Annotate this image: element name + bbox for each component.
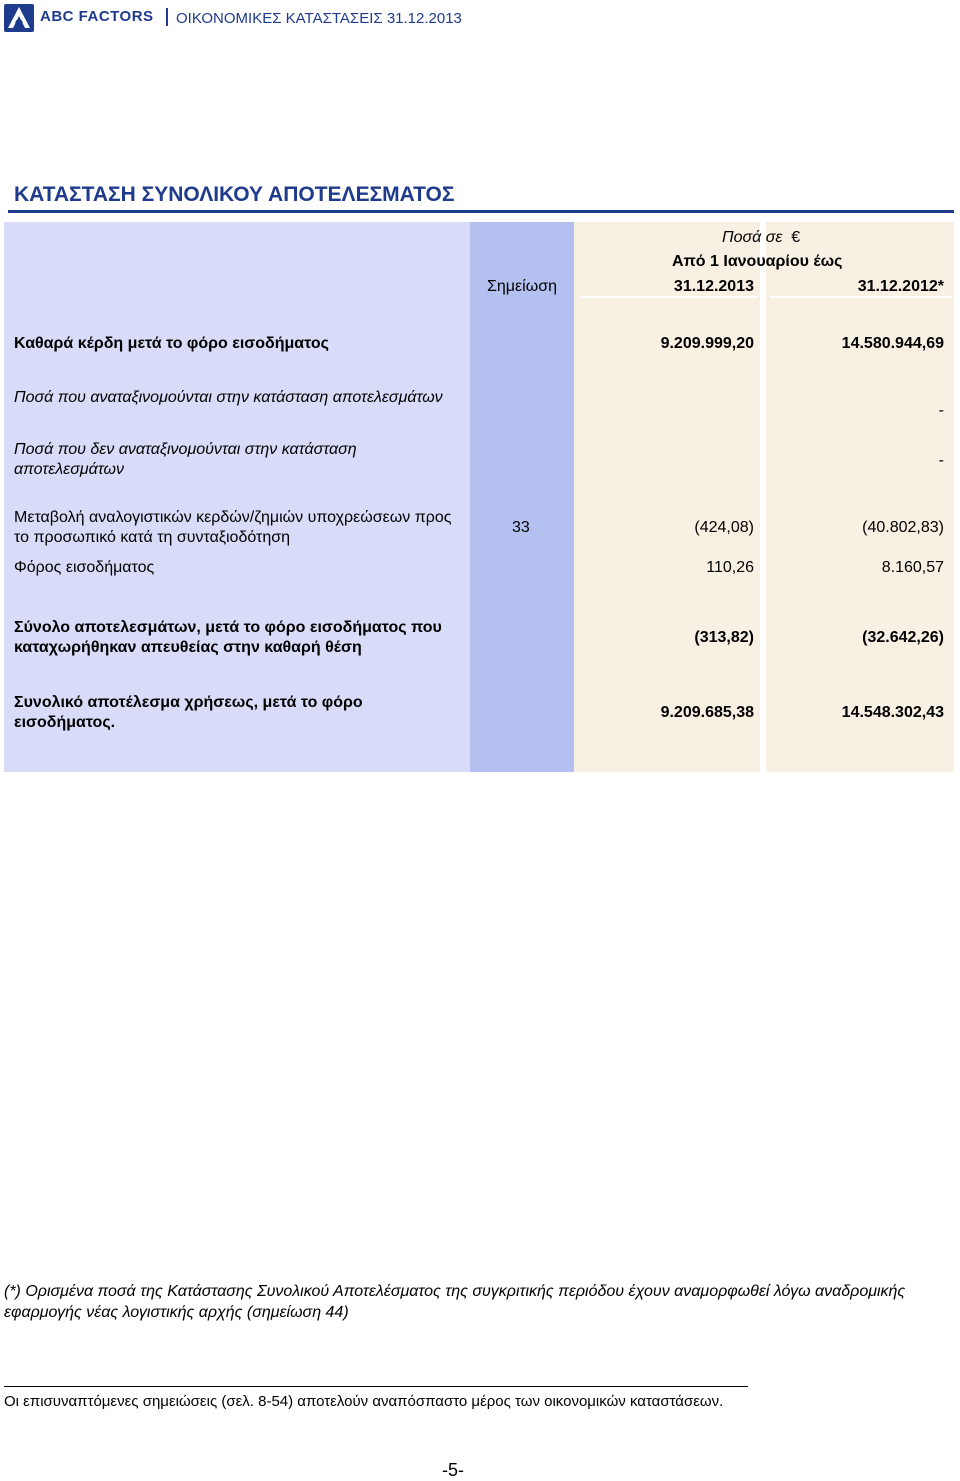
row-label-not-reclassified: Ποσά που δεν αναταξινομούνται στην κατάσταση αποτελεσμάτων	[14, 441, 357, 478]
header-separator	[166, 8, 168, 26]
euro-symbol: €	[791, 229, 801, 246]
row-label-equity-total: Σύνολο αποτελεσμάτων, μετά το φόρο εισοδήματος που καταχωρήθηκαν απευθείας στην καθαρή θέση	[14, 619, 442, 656]
notes-statement: Οι επισυναπτόμενες σημειώσεις (σελ. 8-54) αποτελούν αναπόσπαστο μέρος των οικονομικών καταστάσεων.	[4, 1393, 724, 1410]
value-income-tax-2013: 110,26	[706, 559, 754, 576]
section-rule	[8, 210, 954, 213]
row-label-net-profit: Καθαρά κέρδη μετά το φόρο εισοδήματος	[14, 335, 329, 352]
label-column-background	[4, 222, 470, 772]
amounts-caption: Ποσά σε €	[722, 229, 801, 246]
company-logo-text: ABC FACTORS	[40, 8, 154, 25]
column-header-2012: 31.12.2012*	[857, 278, 944, 295]
value-equity-total-2012: (32.642,26)	[862, 629, 944, 646]
note-ref-actuarial: 33	[512, 519, 530, 536]
value-net-profit-2012: 14.580.944,69	[841, 335, 944, 352]
section-title: ΚΑΤΑΣΤΑΣΗ ΣΥΝΟΛΙΚΟΥ ΑΠΟΤΕΛΕΣΜΑΤΟΣ	[14, 183, 455, 206]
value-comprehensive-total-2012: 14.548.302,43	[841, 704, 944, 721]
value-reclassified-2012: -	[938, 402, 944, 419]
value-actuarial-2013: (424,08)	[694, 519, 754, 536]
row-label-reclassified: Ποσά που αναταξινομούνται στην κατάσταση αποτελεσμάτων	[14, 389, 443, 406]
value-comprehensive-total-2013: 9.209.685,38	[660, 704, 754, 721]
column-2012-background	[766, 222, 954, 772]
value-net-profit-2013: 9.209.999,20	[660, 335, 754, 352]
document-title: ΟΙΚΟΝΟΜΙΚΕΣ ΚΑΤΑΣΤΑΣΕΙΣ 31.12.2013	[176, 10, 462, 27]
row-label-income-tax: Φόρος εισοδήματος	[14, 559, 155, 576]
value-equity-total-2013: (313,82)	[694, 629, 754, 646]
row-label-actuarial: Μεταβολή αναλογιστικών κερδών/ζημιών υποχρεώσεων προς το προσωπικό κατά τη συνταξιοδότηση	[14, 509, 452, 546]
column-header-2013: 31.12.2013	[673, 278, 754, 295]
company-logo-icon	[4, 4, 34, 32]
footer-rule	[4, 1386, 748, 1387]
value-actuarial-2012: (40.802,83)	[862, 519, 944, 536]
row-label-comprehensive-total: Συνολικό αποτέλεσμα χρήσεως, μετά το φόρο εισοδήματος.	[14, 694, 363, 731]
note-column-header: Σημείωση	[487, 278, 557, 295]
period-caption: Από 1 Ιανουαρίου έως	[672, 253, 843, 270]
restatement-footnote: (*) Ορισμένα ποσά της Κατάστασης Συνολικού Αποτελέσματος της συγκριτικής περιόδου έχουν αναμορφωθεί λόγω αναδρομικής εφαρμογής νέας λογιστικής αρχής (σημείωση 44)	[4, 1283, 906, 1321]
note-column-background	[470, 222, 574, 772]
value-not-reclassified-2012: -	[938, 452, 944, 469]
column-2013-background	[574, 222, 760, 772]
page-number: -5-	[442, 1460, 464, 1480]
value-income-tax-2012: 8.160,57	[881, 559, 944, 576]
